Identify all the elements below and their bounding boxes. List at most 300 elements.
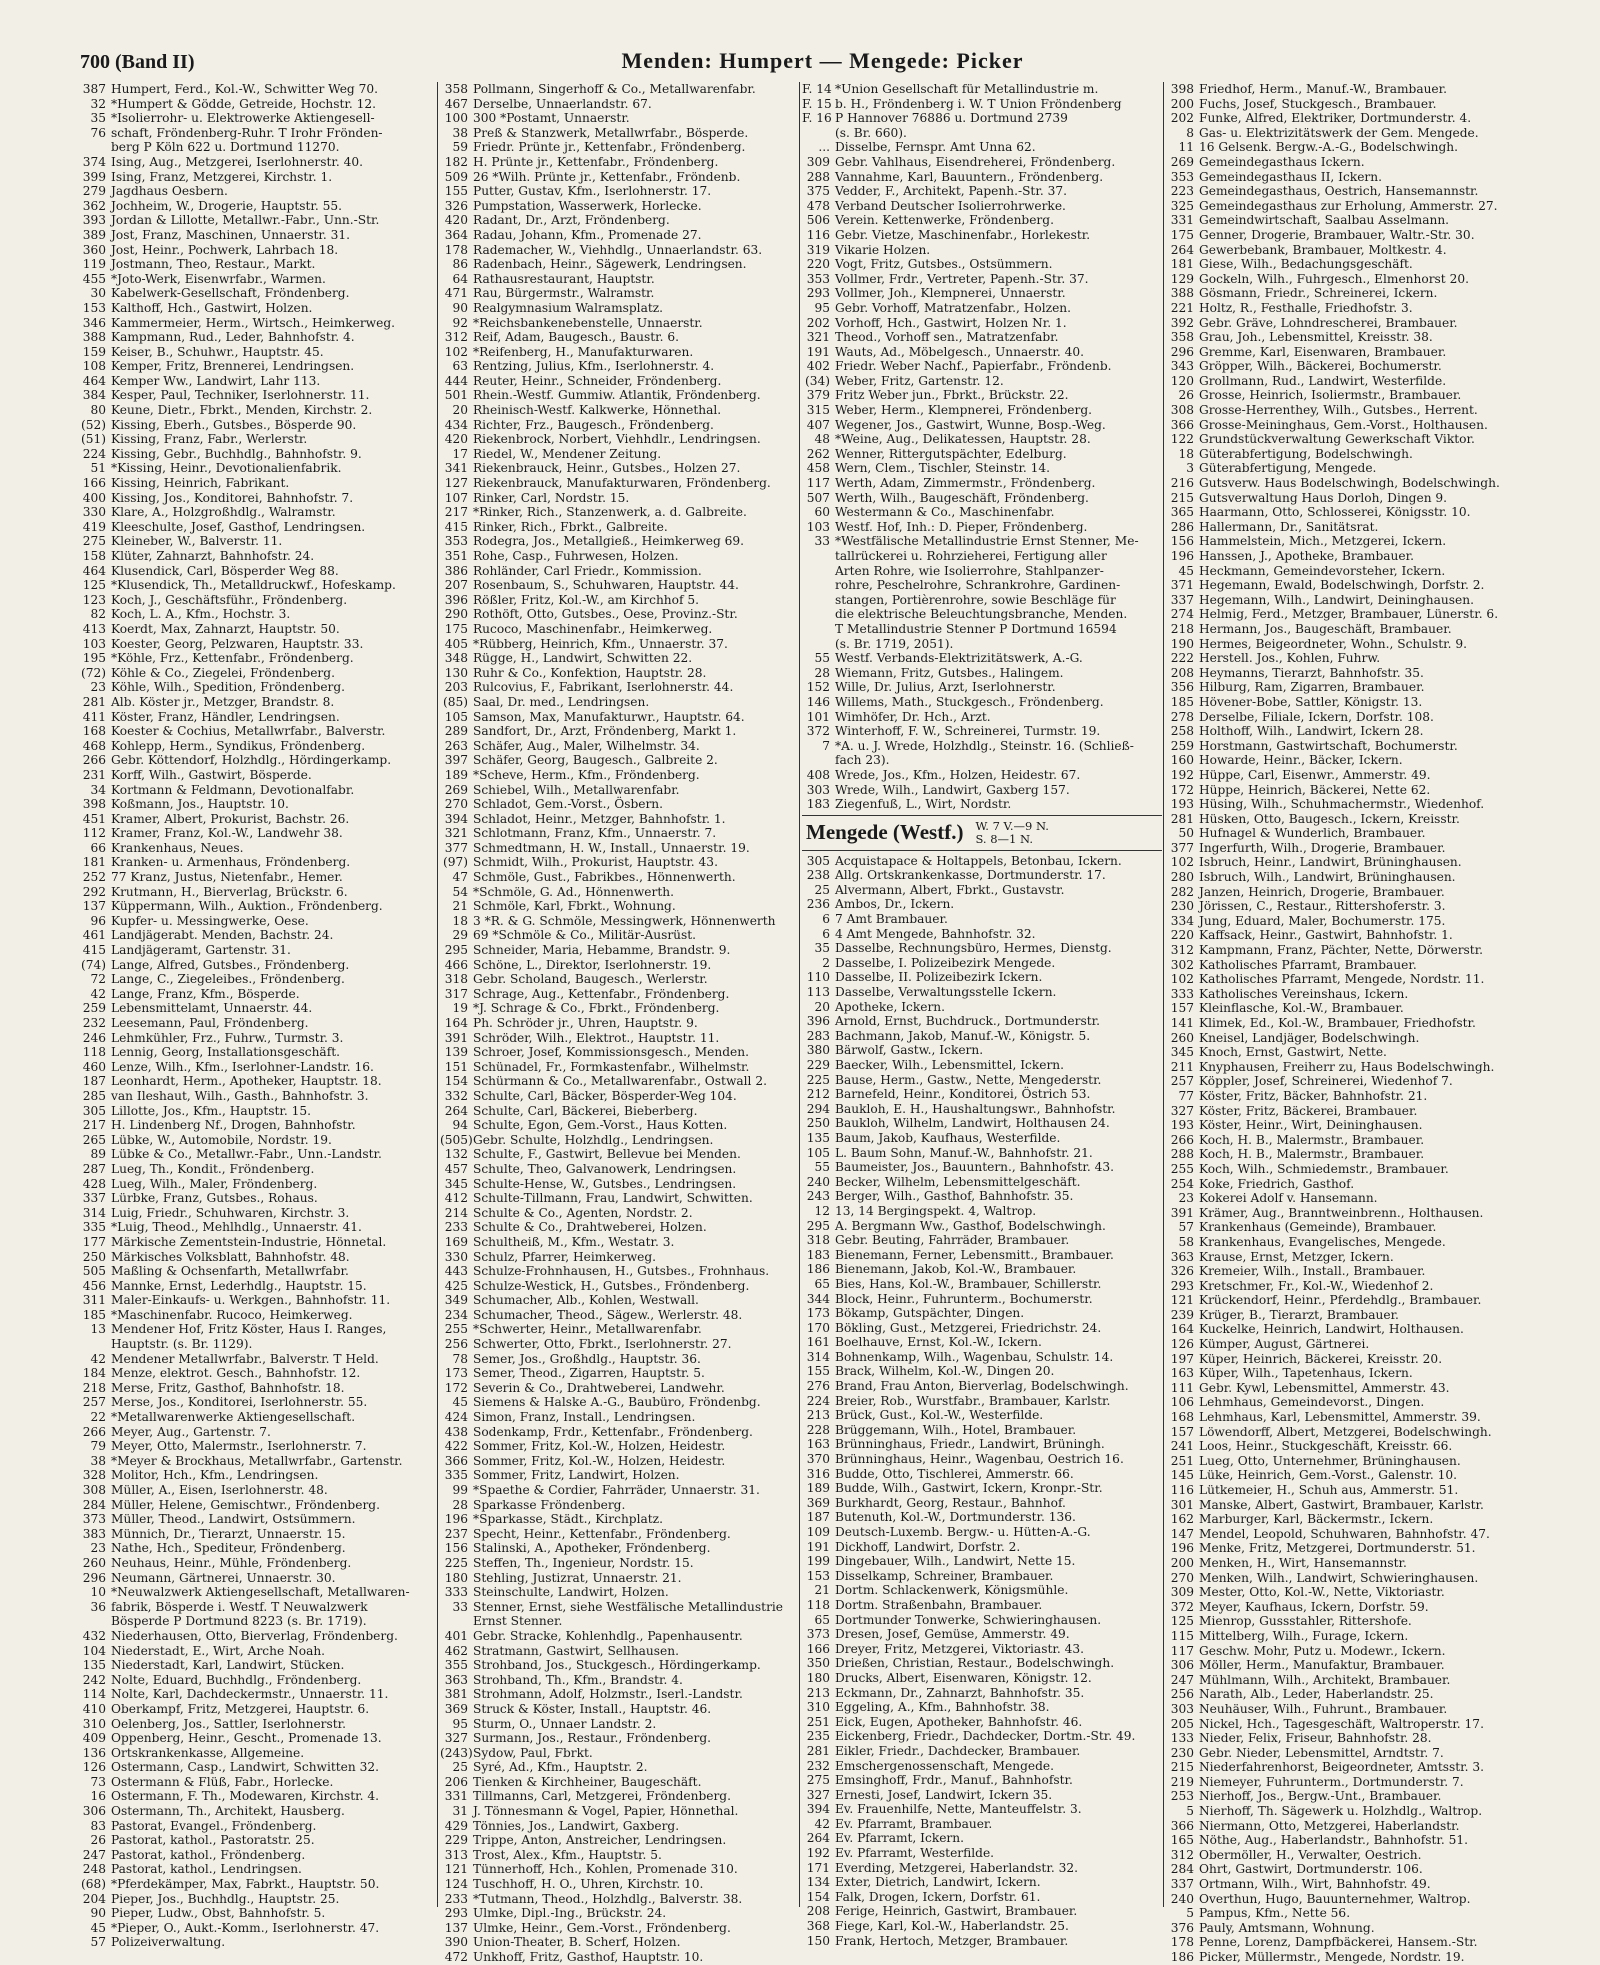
entry-number: 288: [806, 169, 830, 184]
entry-number: 192: [806, 1846, 830, 1861]
entry-text: Krankenhaus, Neues.: [111, 840, 244, 855]
entry-text: Pastorat, kathol., Pastoratstr. 25.: [111, 1833, 315, 1848]
entry-text: Mittelberg, Wilh., Furage, Ickern.: [1199, 1628, 1409, 1643]
directory-entry: [440, 301, 798, 316]
directory-entry: [78, 330, 436, 345]
entry-number: 356: [1170, 680, 1194, 695]
entry-number: 462: [444, 1643, 468, 1658]
entry-number: 373: [806, 1627, 830, 1642]
directory-entry: [440, 1118, 798, 1133]
directory-entry: [1166, 1147, 1568, 1162]
entry-text: Nathe, Hch., Spediteur, Fröndenberg.: [111, 1541, 346, 1556]
entry-text: Rinker, Rich., Fbrkt., Galbreite.: [473, 519, 668, 534]
directory-entry: [78, 607, 436, 622]
directory-entry: [1166, 1410, 1568, 1425]
directory-entry: [78, 184, 436, 199]
entry-text: Simon, Franz, Install., Lendringsen.: [473, 1410, 696, 1425]
directory-entry: [802, 505, 1162, 520]
entry-number: 205: [1170, 1716, 1194, 1731]
directory-entry: [1166, 783, 1568, 798]
directory-entry: [440, 914, 798, 929]
entry-number: 31: [452, 1804, 468, 1819]
entry-text: Sandfort, Dr., Arzt, Fröndenberg, Markt 1.: [473, 724, 737, 739]
entry-text: Jordan & Lillotte, Metallwr.-Fabr., Unn.-Str.: [111, 213, 380, 228]
entry-number: 34: [90, 782, 106, 797]
entry-number: 345: [1170, 1045, 1194, 1060]
entry-text: H. Prünte jr., Kettenfabr., Fröndenberg.: [473, 154, 719, 169]
directory-entry: [78, 1454, 436, 1469]
directory-entry: [78, 958, 436, 973]
entry-text: Sommer, Fritz, Kol.-W., Holzen, Heidestr.: [473, 1453, 726, 1468]
entry-number: 185: [1170, 694, 1194, 709]
entry-text: 3 *R. & G. Schmöle, Messingwerk, Hönnenwerth: [473, 913, 776, 928]
entry-number: 303: [806, 782, 830, 797]
entry-number: 177: [82, 1234, 106, 1249]
entry-text: *Scheve, Herm., Kfm., Fröndenberg.: [473, 767, 700, 782]
entry-number: 217: [444, 505, 468, 520]
directory-entry: [802, 1861, 1162, 1876]
directory-entry: [802, 985, 1162, 1000]
directory-entry: [440, 403, 798, 418]
entry-number: 42: [90, 986, 106, 1001]
entry-number: 42: [90, 1351, 106, 1366]
entry-text: Polizeiverwaltung.: [111, 1935, 226, 1950]
directory-entry: [1166, 1133, 1568, 1148]
directory-entry: [440, 491, 798, 506]
entry-number: 108: [82, 359, 106, 374]
entry-text: 300 *Postamt, Unnaerstr.: [473, 111, 630, 126]
entry-text: Eikler, Friedr., Dachdecker, Brambauer.: [835, 1743, 1081, 1758]
entry-text: *Pferdekämper, Max, Fabrkt., Hauptstr. 50.: [111, 1877, 380, 1892]
entry-number: 172: [1170, 782, 1194, 797]
entry-number: 311: [82, 1293, 106, 1308]
entry-number: 218: [82, 1380, 106, 1395]
directory-entry: [1166, 651, 1568, 666]
directory-entry: [78, 111, 436, 126]
directory-entry: [802, 1160, 1162, 1175]
entry-text: Köhle, Wilh., Spedition, Fröndenberg.: [111, 680, 346, 695]
directory-entry: [78, 1862, 436, 1877]
entry-text: Lange, Alfred, Gutsbes., Fröndenberg.: [111, 957, 350, 972]
directory-entry: [440, 1322, 798, 1337]
directory-entry: [440, 534, 798, 549]
directory-entry: [78, 1541, 436, 1556]
entry-number: 94: [452, 1118, 468, 1133]
entry-text: Westermann & Co., Maschinenfabr.: [835, 505, 1055, 520]
entry-number: 225: [444, 1555, 468, 1570]
entry-text: Lütkemeier, H., Schuh aus, Ammerstr. 51.: [1199, 1483, 1459, 1497]
directory-entry: [78, 388, 436, 403]
entry-number: 234: [444, 1307, 468, 1322]
entry-number: 264: [806, 1831, 830, 1846]
directory-entry: [1166, 1950, 1568, 1965]
entry-number: 180: [444, 1570, 468, 1585]
entry-text: *Metallwarenwerke Aktiengesellschaft.: [111, 1410, 356, 1425]
entry-text: Kemper Ww., Landwirt, Lahr 113.: [111, 373, 321, 388]
entry-number: 265: [82, 1132, 106, 1147]
directory-entry: [1166, 1483, 1568, 1498]
directory-entry: [78, 783, 436, 798]
entry-number: 343: [1170, 359, 1194, 374]
entry-text: Marburger, Karl, Bäckermstr., Ickern.: [1199, 1512, 1434, 1527]
directory-entry: [78, 1702, 436, 1717]
entry-text: Hauptstr. (s. Br. 1129).: [111, 1337, 253, 1352]
entry-number: 295: [444, 943, 468, 958]
entry-number: 112: [82, 826, 106, 841]
entry-text: Gemeindwirtschaft, Saalbau Asselmann.: [1199, 213, 1450, 228]
entry-text: Bause, Herm., Gastw., Nette, Mengederstr.: [835, 1072, 1102, 1087]
directory-entry: [440, 432, 798, 447]
entry-text: Gemeindegasthaus II, Ickern.: [1199, 169, 1382, 184]
entry-text: Baecker, Wilh., Lebensmittel, Ickern.: [835, 1058, 1064, 1072]
directory-entry: [440, 899, 798, 914]
entry-number: (51): [80, 432, 106, 447]
directory-entry: [1166, 1352, 1568, 1367]
directory-entry: [440, 768, 798, 783]
column-divider: [799, 82, 800, 1907]
entry-text: Wegener, Jos., Gastwirt, Wunne, Bosp.-Weg.: [835, 417, 1106, 432]
directory-entry: [1166, 1220, 1568, 1235]
entry-number: 26: [90, 1833, 106, 1848]
directory-entry: [78, 1789, 436, 1804]
directory-entry: [78, 1045, 436, 1060]
entry-text: Kaffsack, Heinr., Gastwirt, Bahnhofstr. 1.: [1199, 928, 1453, 943]
entry-number: 181: [82, 855, 106, 870]
entry-number: 119: [82, 257, 106, 272]
directory-entry: [802, 228, 1162, 243]
entry-text: Krankenhaus, Evangelisches, Mengede.: [1199, 1234, 1446, 1249]
entry-text: Baum, Jakob, Kaufhaus, Westerfilde.: [835, 1130, 1061, 1145]
directory-entry: [78, 1060, 436, 1075]
entry-number: 160: [1170, 753, 1194, 768]
entry-number: (74): [80, 957, 106, 972]
directory-entry: [78, 987, 436, 1002]
entry-text: Ev. Frauenhilfe, Nette, Manteuffelstr. 3.: [835, 1802, 1082, 1817]
directory-entry: [440, 1527, 798, 1542]
directory-entry: [440, 1804, 798, 1819]
directory-entry: [802, 1919, 1162, 1934]
directory-entry: [78, 549, 436, 564]
directory-entry: [78, 126, 436, 141]
directory-entry: [802, 1116, 1162, 1131]
directory-entry: [440, 213, 798, 228]
directory-column-4: [1166, 82, 1568, 1964]
directory-entry: [802, 578, 1162, 593]
entry-number: 233: [444, 1220, 468, 1235]
entry-number: 325: [1170, 198, 1194, 213]
entry-number: 278: [1170, 709, 1194, 724]
directory-entry: [440, 1644, 798, 1659]
entry-number: 45: [452, 1395, 468, 1410]
entry-text: Oberkampf, Fritz, Metzgerei, Hauptstr. 6.: [111, 1701, 370, 1716]
entry-text: Vogt, Fritz, Gutsbes., Ostsümmern.: [835, 257, 1053, 272]
directory-entry: [78, 1571, 436, 1586]
directory-entry: [78, 461, 436, 476]
directory-entry: [440, 1731, 798, 1746]
directory-entry: [1166, 1614, 1568, 1629]
entry-number: 137: [82, 899, 106, 914]
entry-text: Gebr. Vietze, Maschinenfabr., Horlekestr.: [835, 227, 1091, 242]
entry-text: Dortm. Straßenbahn, Brambauer.: [835, 1597, 1043, 1612]
entry-number: 373: [82, 1512, 106, 1527]
directory-entry: [78, 1206, 436, 1221]
entry-text: Leesemann, Paul, Fröndenberg.: [111, 1016, 309, 1030]
entry-text: Brünninghaus, Heinr., Wagenbau, Oestrich 16.: [835, 1452, 1124, 1467]
directory-entry: [802, 1146, 1162, 1161]
entry-text: Holthoff, Wilh., Landwirt, Ickern 28.: [1199, 724, 1424, 739]
entry-number: 327: [1170, 1103, 1194, 1118]
entry-number: 168: [1170, 1410, 1194, 1425]
entry-number: 30: [90, 286, 106, 301]
directory-entry: [1166, 1877, 1568, 1892]
directory-entry: [1166, 710, 1568, 725]
entry-number: 412: [444, 1191, 468, 1206]
entry-text: Schumacher, Theod., Sägew., Werlerstr. 48.: [473, 1307, 743, 1322]
directory-entry: [802, 243, 1162, 258]
entry-text: Koch, J., Geschäftsführ., Fröndenberg.: [111, 592, 348, 607]
entry-number: 120: [1170, 373, 1194, 388]
entry-text: Nolte, Karl, Dachdeckermstr., Unnaerstr. 11.: [111, 1687, 389, 1702]
directory-entry: [1166, 82, 1568, 97]
entry-number: 23: [90, 1541, 106, 1556]
entry-text: Kneisel, Landjäger, Bodelschwingh.: [1199, 1030, 1420, 1045]
entry-number: 200: [1170, 96, 1194, 111]
directory-entry: [440, 1162, 798, 1177]
directory-entry: [78, 841, 436, 856]
entry-number: 32: [90, 96, 106, 111]
entry-text: Kabelwerk-Gesellschaft, Fröndenberg.: [111, 286, 350, 301]
directory-entry: [1166, 987, 1568, 1002]
entry-number: 364: [444, 227, 468, 242]
entry-number: 327: [444, 1731, 468, 1746]
directory-entry: [78, 1921, 436, 1936]
entry-text: Schulte & Co., Agenten, Nordstr. 2.: [473, 1205, 693, 1220]
entry-text: fach 23).: [835, 753, 890, 768]
directory-entry: [802, 695, 1162, 710]
entry-number: 321: [806, 330, 830, 345]
entry-text: Menze, elektrot. Gesch., Bahnhofstr. 12.: [111, 1366, 361, 1381]
directory-entry: [440, 1848, 798, 1863]
directory-entry: [78, 564, 436, 579]
directory-entry: [440, 710, 798, 725]
entry-text: Pollmann, Singerhoff & Co., Metallwarenfabr.: [473, 82, 756, 96]
entry-number: 154: [444, 1074, 468, 1089]
entry-number: 305: [806, 853, 830, 868]
entry-text: Severin & Co., Drahtweberei, Landwehr.: [473, 1380, 725, 1395]
directory-entry: [78, 1804, 436, 1819]
directory-entry: [440, 1410, 798, 1425]
entry-text: Gockeln, Wilh., Fuhrgesch., Elmenhorst 20.: [1199, 271, 1469, 286]
directory-entry: [802, 403, 1162, 418]
entry-number: 117: [1170, 1643, 1194, 1658]
entry-text: Theod., Vorhoff sen., Matratzenfabr.: [835, 330, 1059, 345]
directory-entry: [78, 447, 436, 462]
entry-number: 208: [806, 1904, 830, 1919]
entry-number: 92: [452, 315, 468, 330]
directory-entry: [802, 1481, 1162, 1496]
directory-entry: [78, 1104, 436, 1119]
directory-entry: [802, 1029, 1162, 1044]
directory-entry: [1166, 1804, 1568, 1819]
entry-text: Richter, Frz., Baugesch., Fröndenberg.: [473, 417, 714, 432]
directory-entry: [1166, 1468, 1568, 1483]
entry-text: Derselbe, Unnaerlandstr. 67.: [473, 96, 652, 111]
directory-entry: [802, 316, 1162, 331]
entry-number: 230: [1170, 899, 1194, 914]
entry-text: Grosse, Heinrich, Isoliermstr., Brambauer.: [1199, 388, 1462, 403]
directory-entry: [802, 1014, 1162, 1029]
entry-number: 457: [444, 1161, 468, 1176]
entry-text: *J. Schrage & Co., Fbrkt., Fröndenberg.: [473, 1001, 720, 1016]
directory-entry: [440, 622, 798, 637]
directory-entry: [440, 1921, 798, 1936]
entry-number: 103: [806, 519, 830, 534]
directory-entry: [1166, 943, 1568, 958]
directory-entry: [1166, 476, 1568, 491]
directory-entry: [440, 1293, 798, 1308]
entry-text: P Hannover 76886 u. Dortmund 2739: [835, 111, 1068, 126]
entry-text: Funke, Alfred, Elektriker, Dortmunderstr. 4.: [1199, 111, 1472, 126]
entry-text: Niederhausen, Otto, Bierverlag, Fröndenberg.: [111, 1628, 398, 1643]
entry-number: 224: [806, 1393, 830, 1408]
entry-number: 155: [806, 1364, 830, 1379]
entry-text: Koerdt, Max, Zahnarzt, Hauptstr. 50.: [111, 621, 340, 636]
directory-entry: [440, 1104, 798, 1119]
directory-entry: [440, 1395, 798, 1410]
entry-number: 3: [1186, 461, 1194, 476]
entry-text: Schulte, Egon, Gem.-Vorst., Haus Kotten.: [473, 1118, 728, 1133]
entry-number: 391: [1170, 1205, 1194, 1220]
entry-number: 126: [1170, 1337, 1194, 1352]
directory-entry: [802, 1554, 1162, 1569]
entry-number: [802, 549, 835, 564]
entry-text: Schröder, Wilh., Elektrot., Hauptstr. 11.: [473, 1030, 720, 1045]
entry-text: Union-Theater, B. Scherf, Holzen.: [473, 1935, 681, 1950]
entry-number: 72: [90, 972, 106, 987]
entry-number: 173: [444, 1366, 468, 1381]
entry-text: Pastorat, kathol., Fröndenberg.: [111, 1847, 306, 1862]
entry-number: 229: [444, 1833, 468, 1848]
entry-text: Steffen, Th., Ingenieur, Nordstr. 15.: [473, 1555, 694, 1570]
entry-number: 429: [444, 1818, 468, 1833]
directory-entry: [802, 1043, 1162, 1058]
directory-entry: [1166, 461, 1568, 476]
directory-entry: [440, 330, 798, 345]
entry-number: 407: [806, 417, 830, 432]
entry-text: Ortmann, Wilh., Wirt, Bahnhofstr. 49.: [1199, 1877, 1431, 1892]
entry-text: Schürmann & Co., Metallwarenfabr., Ostwall 2.: [473, 1074, 767, 1089]
entry-number: 387: [82, 82, 106, 96]
directory-entry: [802, 1934, 1162, 1949]
directory-entry: [440, 1892, 798, 1907]
directory-entry: [440, 1760, 798, 1775]
directory-entry: [78, 1074, 436, 1089]
entry-number: 240: [1170, 1891, 1194, 1906]
entry-number: 315: [806, 403, 830, 418]
entry-number: 420: [444, 213, 468, 228]
entry-number: 202: [1170, 111, 1194, 126]
entry-text: Reif, Adam, Baugesch., Baustr. 6.: [473, 330, 680, 345]
directory-entry: [1166, 126, 1568, 141]
entry-text: Neuhaus, Heinr., Mühle, Fröndenberg.: [111, 1555, 352, 1570]
entry-text: Frank, Hertoch, Metzger, Brambauer.: [835, 1933, 1069, 1948]
directory-entry: [1166, 899, 1568, 914]
directory-entry: [1166, 1717, 1568, 1732]
entry-number: 363: [1170, 1249, 1194, 1264]
directory-entry: [78, 1892, 436, 1907]
entry-number: 461: [82, 928, 106, 943]
entry-number: 419: [82, 519, 106, 534]
directory-entry: [440, 447, 798, 462]
directory-entry: [1166, 549, 1568, 564]
entry-text: Preß & Stanzwerk, Metallwrfabr., Bösperde.: [473, 125, 749, 140]
directory-entry: [440, 1746, 798, 1761]
entry-text: Köhle & Co., Ziegelei, Fröndenberg.: [111, 665, 335, 680]
entry-text: Hüppe, Carl, Eisenwr., Ammerstr. 49.: [1199, 767, 1431, 782]
entry-number: 153: [82, 300, 106, 315]
entry-text: Kesper, Paul, Techniker, Iserlohnerstr. 11.: [111, 388, 370, 403]
entry-text: Lebensmittelamt, Unnaerstr. 44.: [111, 1001, 313, 1016]
directory-entry: [1166, 418, 1568, 433]
entry-number: 45: [1178, 563, 1194, 578]
entry-text: Humpert, Ferd., Kol.-W., Schwitter Weg 70.: [111, 82, 378, 96]
directory-entry: [1166, 855, 1568, 870]
entry-number: 104: [82, 1643, 106, 1658]
directory-entry: [802, 199, 1162, 214]
entry-number: 327: [806, 1787, 830, 1802]
entry-text: Vorhoff, Hch., Gastwirt, Holzen Nr. 1.: [835, 315, 1067, 330]
directory-entry: [440, 1483, 798, 1498]
entry-text: *Köhle, Frz., Kettenfabr., Fröndenberg.: [111, 651, 354, 666]
directory-entry: [1166, 1089, 1568, 1104]
entry-number: 337: [1170, 592, 1194, 607]
entry-number: 328: [82, 1468, 106, 1483]
entry-text: Kleinflasche, Kol.-W., Brambauer.: [1199, 1001, 1404, 1016]
entry-text: Niederstadt, Karl, Landwirt, Stücken.: [111, 1658, 345, 1673]
directory-entry: [440, 1673, 798, 1688]
entry-text: Riekenbrauck, Manufakturwaren, Fröndenberg.: [473, 476, 771, 491]
entry-number: 269: [444, 782, 468, 797]
entry-number: 355: [444, 1658, 468, 1673]
entry-number: 296: [1170, 344, 1194, 359]
directory-entry: [802, 1802, 1162, 1817]
entry-text: Nolte, Eduard, Buchhdlg., Fröndenberg.: [111, 1672, 362, 1687]
entry-number: 405: [444, 636, 468, 651]
entry-text: Kranken- u. Armenhaus, Fröndenberg.: [111, 855, 351, 870]
entry-text: Gewerbebank, Brambauer, Moltkestr. 4.: [1199, 242, 1447, 257]
entry-number: 444: [444, 373, 468, 388]
entry-text: Breier, Rob., Wurstfabr., Brambauer, Karlstr.: [835, 1393, 1111, 1408]
directory-entry: [78, 1250, 436, 1265]
directory-entry: [78, 1585, 436, 1600]
directory-entry: [440, 505, 798, 520]
directory-entry: [440, 1541, 798, 1556]
directory-entry: [78, 680, 436, 695]
entry-text: Landjägerabt. Menden, Bachstr. 24.: [111, 928, 334, 943]
entry-number: 284: [82, 1497, 106, 1512]
entry-number: 275: [82, 534, 106, 549]
entry-text: Märkisches Volksblatt, Bahnhofstr. 48.: [111, 1249, 350, 1264]
entry-number: 266: [82, 753, 106, 768]
entry-number: 25: [814, 882, 830, 897]
directory-entry: [78, 1629, 436, 1644]
entry-text: Sodenkamp, Frdr., Kettenfabr., Fröndenberg.: [473, 1424, 753, 1439]
entry-text: Heymanns, Tierarzt, Bahnhofstr. 35.: [1199, 665, 1424, 680]
entry-number: 121: [444, 1862, 468, 1877]
entry-number: 222: [1170, 651, 1194, 666]
entry-text: Kalthoff, Hch., Gastwirt, Holzen.: [111, 300, 313, 315]
entry-number: 29: [452, 928, 468, 943]
